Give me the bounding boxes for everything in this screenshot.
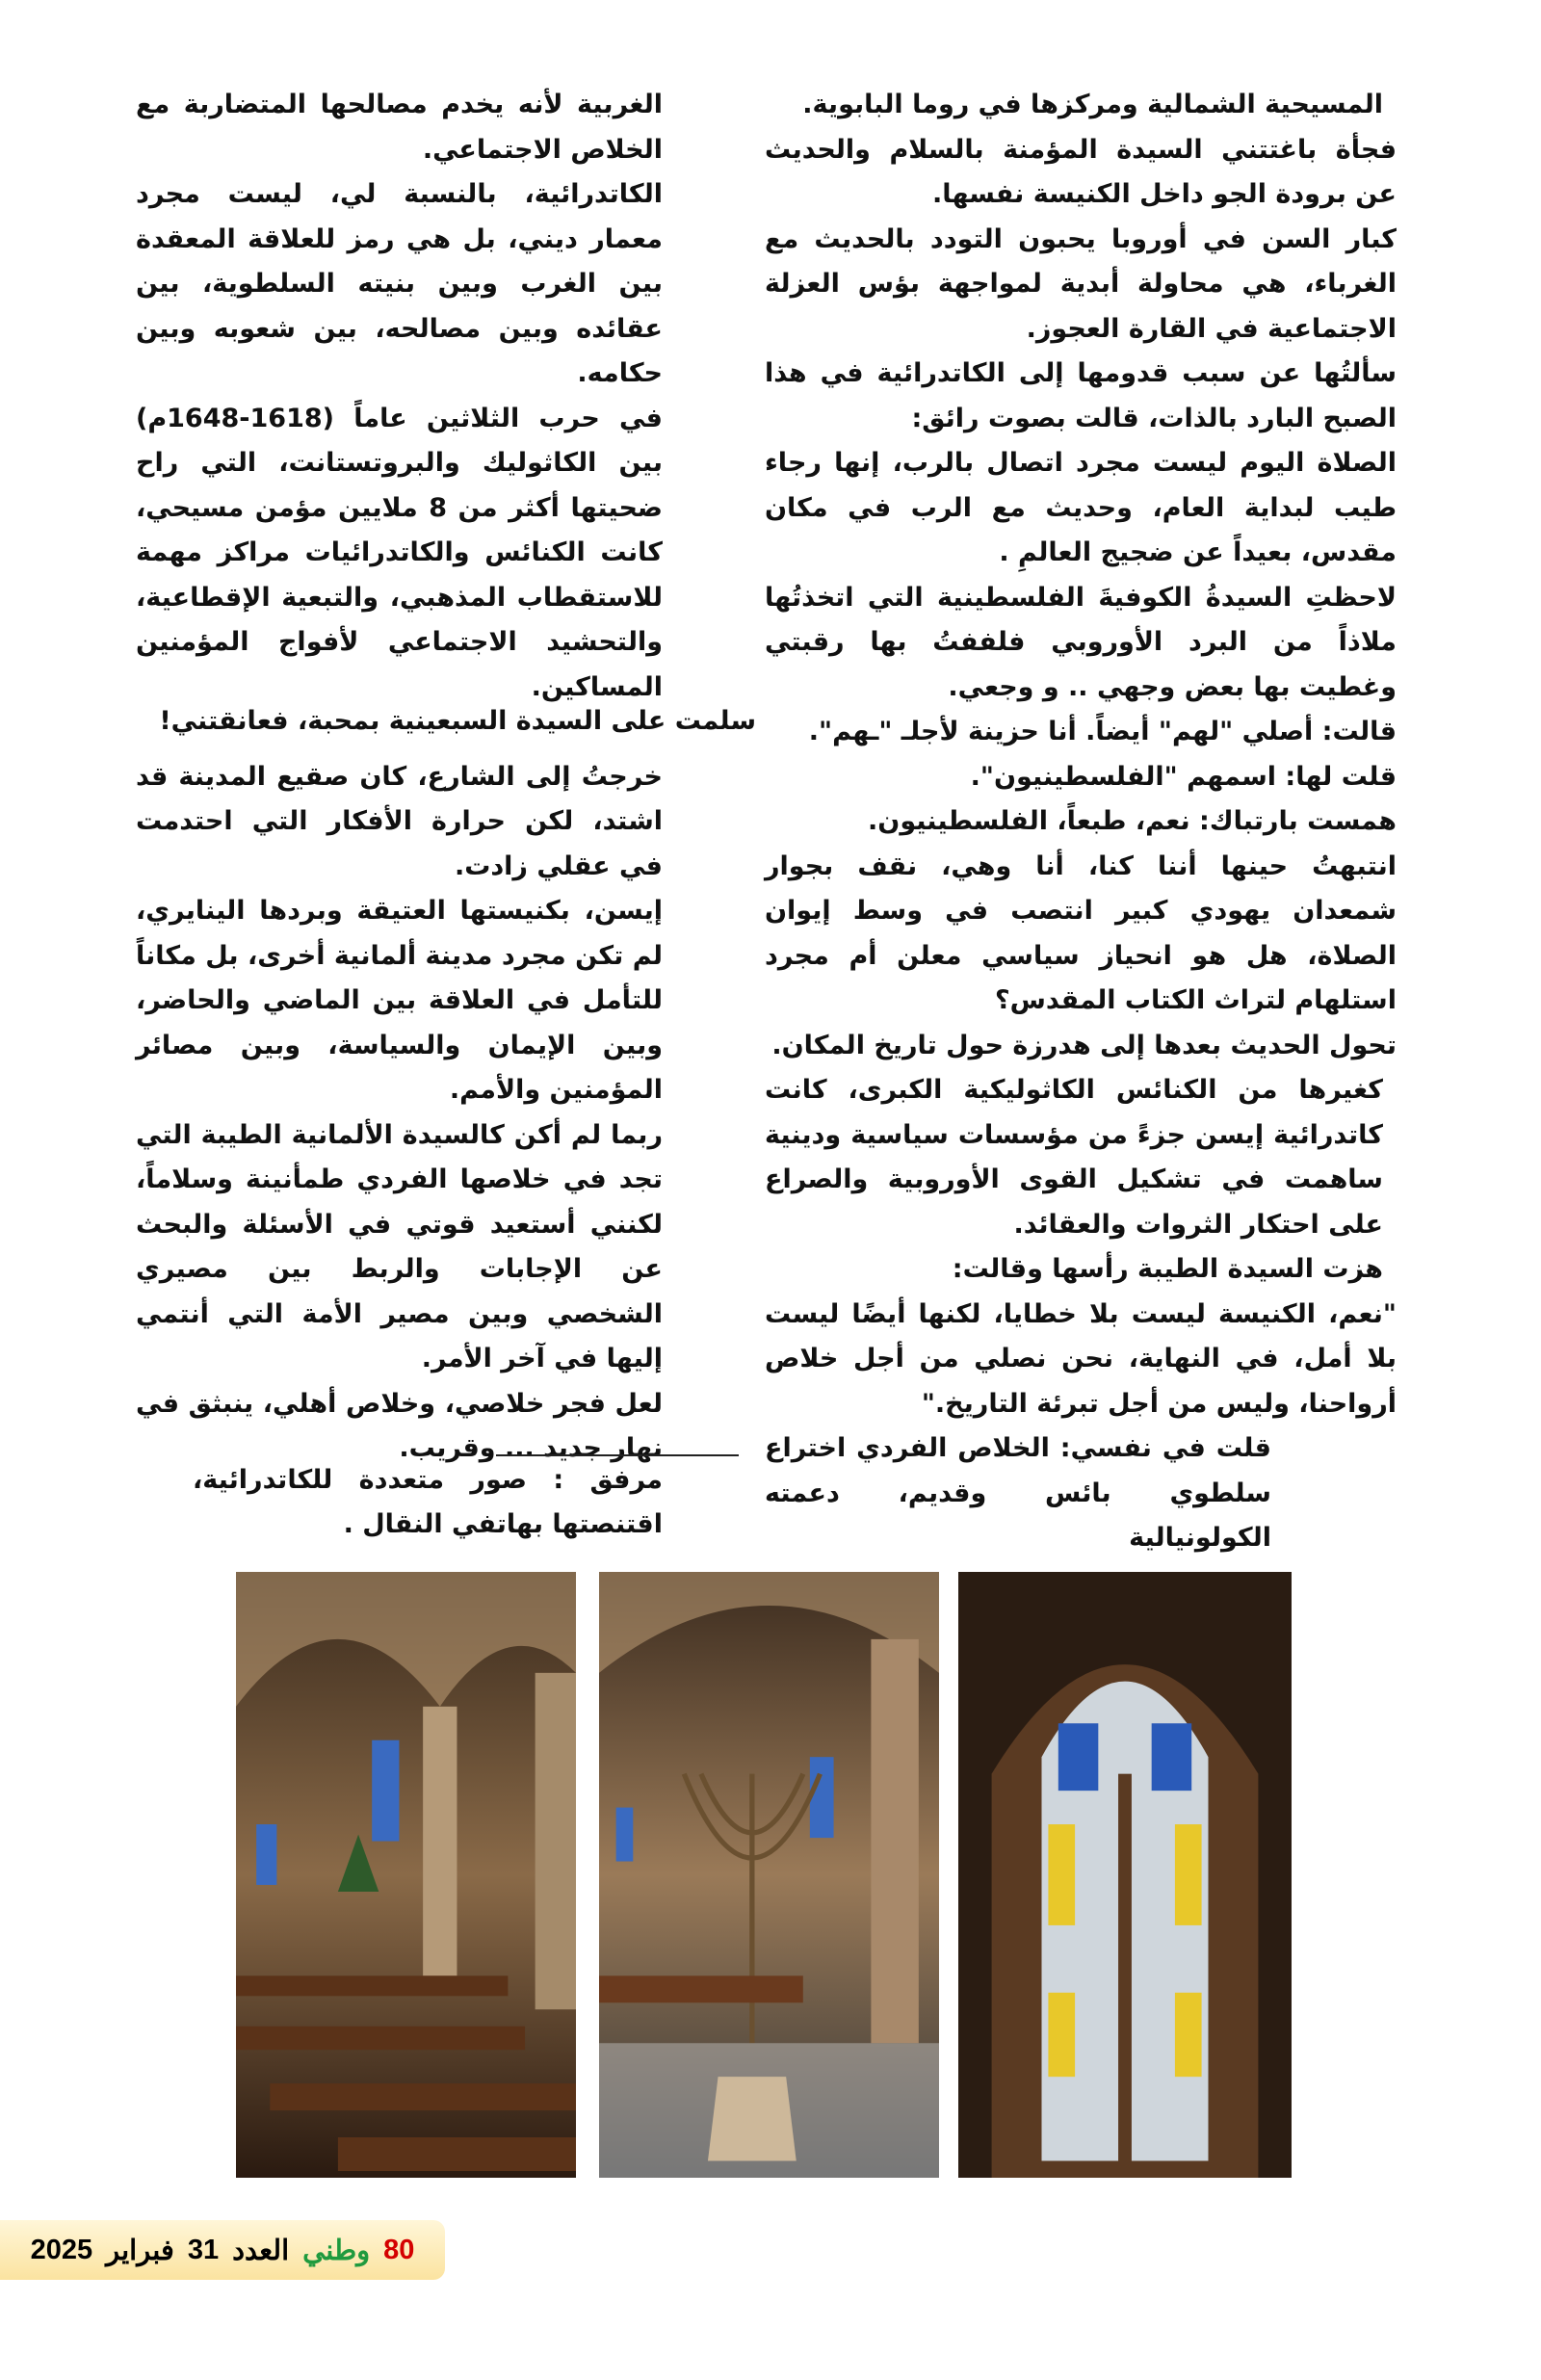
paragraph: همست بارتباك: نعم، طبعاً، الفلسطينيون. <box>868 806 1397 836</box>
paragraph: الغربية لأنه يخدم مصالحها المتضاربة مع الخلاص الاجتماعي. <box>136 90 663 165</box>
paragraph: لعل فجر خلاصي، وخلاص أهلي، ينبثق في نهار جديد ... وقريب. <box>136 1388 663 1463</box>
paragraph: قلت في نفسي: الخلاص الفردي اختراع سلطوي بائس وقديم، دعمته الكولونيالية <box>765 1433 1271 1553</box>
paragraph: ربما لم أكن كالسيدة الألمانية الطيبة التي تجد في خلاصها الفردي طمأنينة وسلاماً، لكنني أستعيد قوتي في الأسئلة والبحث عن الإجابات والربط بين مصيري الشخصي وبين مصير الأمة التي أنتمي إليها في آخر الأمر. <box>136 1119 663 1373</box>
paragraph: المسيحية الشمالية ومركزها في روما البابوية. <box>802 90 1383 119</box>
paragraph: في حرب الثلاثين عاماً (1618-1648م) بين الكاثوليك والبروتستانت، التي راح ضحيتها أكثر من 8 ملايين مؤمن مسيحي، كانت الكنائس والكاتدرائيات مراكز مهمة للاستقطاب المذهبي، والتبعية الإقطاعية، والتحشيد الاجتماعي لأفواج المؤمنين المساكين. <box>136 403 663 702</box>
paragraph: فجأة باغتتني السيدة المؤمنة بالسلام والحديث عن برودة الجو داخل الكنيسة نفسها. <box>765 134 1397 209</box>
page-footer <box>0 2220 445 2280</box>
magazine-name: وطني <box>302 2235 371 2266</box>
paragraph: كغيرها من الكنائس الكاثوليكية الكبرى، كانت كاتدرائية إيسن جزءً من مؤسسات سياسية ودينية ساهمت في تشكيل القوى الأوروبية والصراع على احتكار الثروات والعقائد. <box>765 1075 1383 1240</box>
page-number: 80 <box>383 2234 415 2265</box>
paragraph: سألتُها عن سبب قدومها إلى الكاتدرائية في هذا الصبح البارد بالذات، قالت بصوت رائق: <box>765 358 1397 433</box>
paragraph: الصلاة اليوم ليست مجرد اتصال بالرب، إنها رجاء طيب لبداية العام، وحديث مع الرب في مكان مقدس، بعيداً عن ضجيج العالمِ . <box>765 448 1397 567</box>
attachment-note: مرفق : صور متعددة للكاتدرائية، اقتنصتها بهاتفي النقال . <box>193 1465 663 1539</box>
paragraph: إيسن، بكنيستها العتيقة وبردها الينايري، لم تكن مجرد مدينة ألمانية أخرى، بل مكاناً للتأمل في العلاقة بين الماضي والحاضر، وبين الإيمان والسياسة، وبين مصائر المؤمنين والأمم. <box>136 896 663 1105</box>
paragraph: "نعم، الكنيسة ليست بلا خطايا، لكنها أيضًا ليست بلا أمل، في النهاية، نحن نصلي من أجل خلاص أرواحنا، وليس من أجل تبرئة التاريخ." <box>765 1298 1397 1419</box>
cathedral-nave-photo <box>236 1572 576 2178</box>
issue-month: فبراير <box>106 2235 174 2266</box>
overflow-line: سلمت على السيدة السبعينية بمحبة، فعانقتني! <box>159 706 756 736</box>
paragraph: كبار السن في أوروبا يحبون التودد بالحديث مع الغرباء، هي محاولة أبدية لمواجهة بؤس العزلة الاجتماعية في القارة العجوز. <box>765 223 1397 344</box>
cathedral-menorah-photo <box>599 1572 939 2178</box>
paragraph: هزت السيدة الطيبة رأسها وقالت: <box>952 1254 1383 1284</box>
paragraph: قلت لها: اسمهم "الفلسطينيون". <box>970 761 1397 792</box>
paragraph: قالت: أصلي "لهم" أيضاً. أنا حزينة لأجلـ "ـهم". <box>808 717 1397 746</box>
paragraph: انتبهتُ حينها أننا كنا، أنا وهي، نقف بجوار شمعدان يهودي كبير انتصب في وسط إيوان الصلاة، هل هو انحياز سياسي معلن أم مجرد استلهام لتراث الكتاب المقدس؟ <box>765 850 1397 1015</box>
issue-number: 31 <box>187 2234 220 2265</box>
footnote-divider <box>496 1454 739 1456</box>
paragraph: تحول الحديث بعدها إلى هدرزة حول تاريخ المكان. <box>771 1030 1397 1060</box>
paragraph: الكاتدرائية، بالنسبة لي، ليست مجرد معمار ديني، بل هي رمز للعلاقة المعقدة بين الغرب وبين بنيته السلطوية، بين عقائده وبين مصالحه، بين شعوبه وبين حكامه. <box>136 179 663 388</box>
issue-label: العدد <box>232 2235 290 2266</box>
right-column <box>765 83 1397 1561</box>
paragraph: خرجتُ إلى الشارع، كان صقيع المدينة قد اشتد، لكن حرارة الأفكار التي احتدمت في عقلي زادت. <box>136 761 663 881</box>
paragraph: لاحظتِ السيدةُ الكوفيةَ الفلسطينية التي اتخذتُها ملاذاً من البرد الأوروبي فلففتُ بها رقبتي وغطيت بها بعض وجهي .. و وجعي. <box>765 582 1397 702</box>
issue-year: 2025 <box>30 2234 93 2265</box>
stained-glass-window-photo <box>958 1572 1292 2178</box>
left-column <box>136 83 663 1472</box>
